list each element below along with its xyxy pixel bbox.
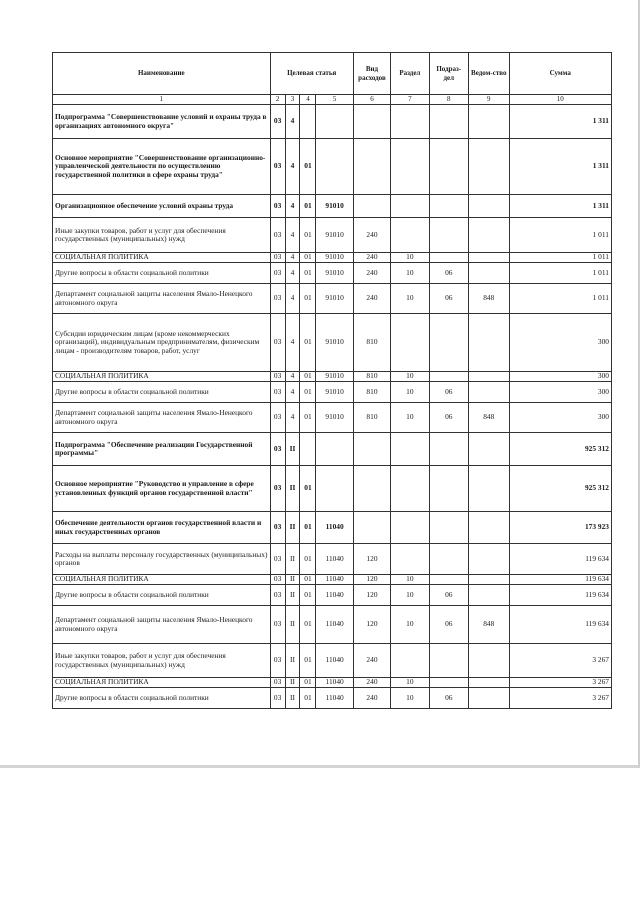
row-expense-type: 240 [353,678,390,688]
row-code-subprogram: II [285,433,300,466]
row-subsection: 06 [429,382,468,403]
row-department [469,253,510,263]
row-name: Подпрограмма "Обеспечение реализации Государственной программы" [53,433,271,466]
row-department: 848 [469,403,510,433]
table-row [53,105,612,139]
row-code-activity: 01 [300,544,316,575]
row-code-activity: 01 [300,644,316,678]
row-subsection [429,253,468,263]
row-code-program: 03 [270,195,285,218]
row-expense-type [353,512,390,544]
row-code-direction: 11040 [316,606,353,644]
row-department: 848 [469,606,510,644]
row-code-program: 03 [270,644,285,678]
row-expense-type: 240 [353,284,390,314]
row-code-direction [316,433,353,466]
row-department [469,575,510,585]
row-code-direction: 91010 [316,403,353,433]
column-number: 2 [270,95,285,105]
row-code-activity: 01 [300,606,316,644]
row-sum: 119 634 [509,606,611,644]
row-name: Основное мероприятие "Руководство и управление в сфере установленных функций органов государственной власти" [53,466,271,512]
row-code-program: 03 [270,678,285,688]
row-code-activity: 01 [300,512,316,544]
row-section [391,433,429,466]
row-name: СОЦИАЛЬНАЯ ПОЛИТИКА [53,575,271,585]
row-code-program: 03 [270,139,285,195]
row-subsection [429,218,468,253]
row-code-activity: 01 [300,218,316,253]
row-code-direction: 91010 [316,218,353,253]
row-department [469,263,510,284]
row-subsection: 06 [429,585,468,606]
row-code-subprogram: II [285,512,300,544]
row-sum: 300 [509,382,611,403]
row-subsection: 06 [429,403,468,433]
table-row [53,372,612,382]
column-number: 3 [285,95,300,105]
row-code-direction: 11040 [316,544,353,575]
row-name: Обеспечение деятельности органов государственной власти и иных государственных органов [53,512,271,544]
column-number: 6 [353,95,390,105]
row-department [469,644,510,678]
row-name: Расходы на выплаты персоналу государственных (муниципальных) органов [53,544,271,575]
row-code-direction [316,105,353,139]
header-section: Раздел [391,53,429,95]
row-code-program: 03 [270,575,285,585]
row-department [469,105,510,139]
row-expense-type: 240 [353,218,390,253]
row-expense-type: 120 [353,585,390,606]
table-row [53,688,612,709]
table-row [53,644,612,678]
table-row [53,606,612,644]
header-expense-type: Вид расходов [353,53,390,95]
row-code-subprogram: 4 [285,218,300,253]
row-code-activity: 01 [300,688,316,709]
row-code-program: 03 [270,512,285,544]
row-code-direction: 11040 [316,678,353,688]
column-number: 5 [316,95,353,105]
row-name: Основное мероприятие "Совершенствование организационно-управленческой деятельности по осуществлению государственной политики в сфере охраны труда" [53,139,271,195]
row-name: Иные закупки товаров, работ и услуг для обеспечения государственных (муниципальных) нужд [53,644,271,678]
row-sum: 119 634 [509,544,611,575]
row-code-activity: 01 [300,139,316,195]
row-expense-type: 810 [353,372,390,382]
row-code-subprogram: II [285,575,300,585]
row-code-direction: 91010 [316,382,353,403]
row-sum: 925 312 [509,433,611,466]
header-row [53,53,612,95]
row-name: Организационное обеспечение условий охраны труда [53,195,271,218]
row-code-activity [300,105,316,139]
header-name: Наименование [53,53,271,95]
row-code-activity [300,433,316,466]
row-sum: 1 011 [509,253,611,263]
table-row [53,314,612,372]
row-code-direction: 11040 [316,644,353,678]
row-code-subprogram: II [285,606,300,644]
row-expense-type: 120 [353,544,390,575]
row-department [469,433,510,466]
row-code-subprogram: 4 [285,253,300,263]
row-code-activity: 01 [300,263,316,284]
row-department [469,512,510,544]
table-row [53,575,612,585]
row-section [391,544,429,575]
row-section [391,105,429,139]
row-code-subprogram: 4 [285,139,300,195]
row-code-program: 03 [270,606,285,644]
row-subsection [429,644,468,678]
row-sum: 1 011 [509,284,611,314]
row-subsection [429,314,468,372]
row-code-direction: 91010 [316,263,353,284]
row-sum: 1 011 [509,218,611,253]
column-number: 7 [391,95,429,105]
header-target-article: Целевая статья [270,53,353,95]
row-name: СОЦИАЛЬНАЯ ПОЛИТИКА [53,372,271,382]
row-expense-type: 240 [353,253,390,263]
row-code-program: 03 [270,544,285,575]
row-code-subprogram: 4 [285,403,300,433]
row-code-activity: 01 [300,575,316,585]
row-name: Субсидии юридическим лицам (кроме некоммерческих организаций), индивидуальным предпринимателям, физическим лицам - производителям товаров, работ, услуг [53,314,271,372]
row-section: 10 [391,403,429,433]
row-sum: 300 [509,403,611,433]
row-name: Департамент социальной защиты населения Ямало-Ненецкого автономного округа [53,403,271,433]
row-department [469,382,510,403]
row-sum: 3 267 [509,644,611,678]
row-code-program: 03 [270,466,285,512]
row-department [469,466,510,512]
row-expense-type: 810 [353,403,390,433]
row-name: Департамент социальной защиты населения Ямало-Ненецкого автономного округа [53,606,271,644]
row-name: СОЦИАЛЬНАЯ ПОЛИТИКА [53,678,271,688]
row-code-direction: 91010 [316,253,353,263]
table-row [53,218,612,253]
row-sum: 119 634 [509,575,611,585]
row-sum: 119 634 [509,585,611,606]
table-row [53,382,612,403]
row-code-program: 03 [270,105,285,139]
row-section [391,195,429,218]
table-row [53,585,612,606]
row-section [391,218,429,253]
column-number: 4 [300,95,316,105]
budget-table [52,52,612,709]
row-subsection [429,512,468,544]
row-subsection [429,466,468,512]
column-number-row [53,95,612,105]
row-department [469,688,510,709]
row-section: 10 [391,253,429,263]
row-name: Другие вопросы в области социальной политики [53,263,271,284]
row-code-subprogram: 4 [285,314,300,372]
row-expense-type [353,195,390,218]
row-subsection: 06 [429,606,468,644]
row-code-direction: 11040 [316,688,353,709]
table-row [53,284,612,314]
row-code-activity: 01 [300,253,316,263]
row-code-direction: 91010 [316,195,353,218]
row-code-program: 03 [270,314,285,372]
row-section [391,314,429,372]
row-name: СОЦИАЛЬНАЯ ПОЛИТИКА [53,253,271,263]
row-code-direction: 11040 [316,575,353,585]
row-sum: 1 311 [509,195,611,218]
row-subsection [429,139,468,195]
row-code-subprogram: 4 [285,382,300,403]
table-row [53,403,612,433]
row-department: 848 [469,284,510,314]
row-code-subprogram: 4 [285,105,300,139]
row-department [469,544,510,575]
row-code-direction: 91010 [316,314,353,372]
row-code-subprogram: II [285,644,300,678]
row-department [469,218,510,253]
row-code-program: 03 [270,218,285,253]
row-code-activity: 01 [300,678,316,688]
row-expense-type: 240 [353,263,390,284]
row-section: 10 [391,284,429,314]
row-code-activity: 01 [300,195,316,218]
row-subsection [429,433,468,466]
row-code-program: 03 [270,688,285,709]
row-code-direction: 11040 [316,585,353,606]
row-code-direction: 91010 [316,284,353,314]
column-number: 1 [53,95,271,105]
row-expense-type: 810 [353,382,390,403]
table-row [53,263,612,284]
row-code-activity: 01 [300,585,316,606]
row-expense-type: 240 [353,688,390,709]
table-row [53,195,612,218]
table-row [53,253,612,263]
row-code-subprogram: II [285,688,300,709]
row-expense-type [353,433,390,466]
row-subsection: 06 [429,284,468,314]
row-department [469,139,510,195]
row-subsection [429,105,468,139]
row-name: Другие вопросы в области социальной политики [53,585,271,606]
row-expense-type [353,105,390,139]
row-code-program: 03 [270,284,285,314]
row-code-activity: 01 [300,403,316,433]
row-code-subprogram: 4 [285,263,300,284]
row-sum: 300 [509,314,611,372]
row-code-subprogram: II [285,544,300,575]
row-code-subprogram: II [285,678,300,688]
row-department [469,585,510,606]
row-sum: 1 011 [509,263,611,284]
row-subsection [429,678,468,688]
row-code-program: 03 [270,403,285,433]
row-sum: 925 312 [509,466,611,512]
header-subsection: Подраз-дел [429,53,468,95]
row-department [469,372,510,382]
row-name: Другие вопросы в области социальной политики [53,382,271,403]
row-code-direction: 11040 [316,512,353,544]
row-code-program: 03 [270,433,285,466]
row-sum: 300 [509,372,611,382]
row-code-activity: 01 [300,284,316,314]
row-code-activity: 01 [300,372,316,382]
row-subsection [429,575,468,585]
row-section: 10 [391,585,429,606]
row-code-activity: 01 [300,382,316,403]
row-expense-type: 240 [353,644,390,678]
row-code-subprogram: 4 [285,284,300,314]
row-code-activity: 01 [300,466,316,512]
table-body [53,105,612,709]
row-department [469,678,510,688]
header-sum: Сумма [509,53,611,95]
table-row [53,678,612,688]
row-section: 10 [391,372,429,382]
row-code-program: 03 [270,382,285,403]
row-subsection [429,372,468,382]
row-name: Подпрограмма "Совершенствование условий и охраны труда в организациях автономного округа" [53,105,271,139]
row-subsection: 06 [429,688,468,709]
row-section [391,139,429,195]
row-subsection [429,195,468,218]
row-subsection [429,544,468,575]
table-row [53,544,612,575]
row-section [391,644,429,678]
row-subsection: 06 [429,263,468,284]
row-section [391,466,429,512]
row-code-subprogram: II [285,466,300,512]
row-section: 10 [391,263,429,284]
row-code-direction [316,139,353,195]
row-section [391,512,429,544]
row-sum: 173 923 [509,512,611,544]
row-sum: 1 311 [509,139,611,195]
row-sum: 3 267 [509,678,611,688]
row-sum: 3 267 [509,688,611,709]
row-department [469,195,510,218]
row-code-subprogram: 4 [285,372,300,382]
header-department: Ведом-ство [469,53,510,95]
row-code-subprogram: 4 [285,195,300,218]
row-expense-type [353,466,390,512]
row-name: Департамент социальной защиты населения Ямало-Ненецкого автономного округа [53,284,271,314]
row-code-program: 03 [270,585,285,606]
table-row [53,139,612,195]
row-code-activity: 01 [300,314,316,372]
row-expense-type: 120 [353,575,390,585]
row-code-program: 03 [270,372,285,382]
row-section: 10 [391,575,429,585]
column-number: 8 [429,95,468,105]
row-name: Иные закупки товаров, работ и услуг для обеспечения государственных (муниципальных) нужд [53,218,271,253]
row-code-program: 03 [270,253,285,263]
row-section: 10 [391,382,429,403]
row-code-direction: 91010 [316,372,353,382]
table-row [53,433,612,466]
row-code-program: 03 [270,263,285,284]
row-section: 10 [391,688,429,709]
table-row [53,466,612,512]
row-section: 10 [391,606,429,644]
row-section: 10 [391,678,429,688]
row-sum: 1 311 [509,105,611,139]
row-expense-type: 810 [353,314,390,372]
row-name: Другие вопросы в области социальной политики [53,688,271,709]
row-code-subprogram: II [285,585,300,606]
row-expense-type [353,139,390,195]
row-code-direction [316,466,353,512]
row-expense-type: 120 [353,606,390,644]
column-number: 9 [469,95,510,105]
table-row [53,512,612,544]
row-department [469,314,510,372]
column-number: 10 [509,95,611,105]
